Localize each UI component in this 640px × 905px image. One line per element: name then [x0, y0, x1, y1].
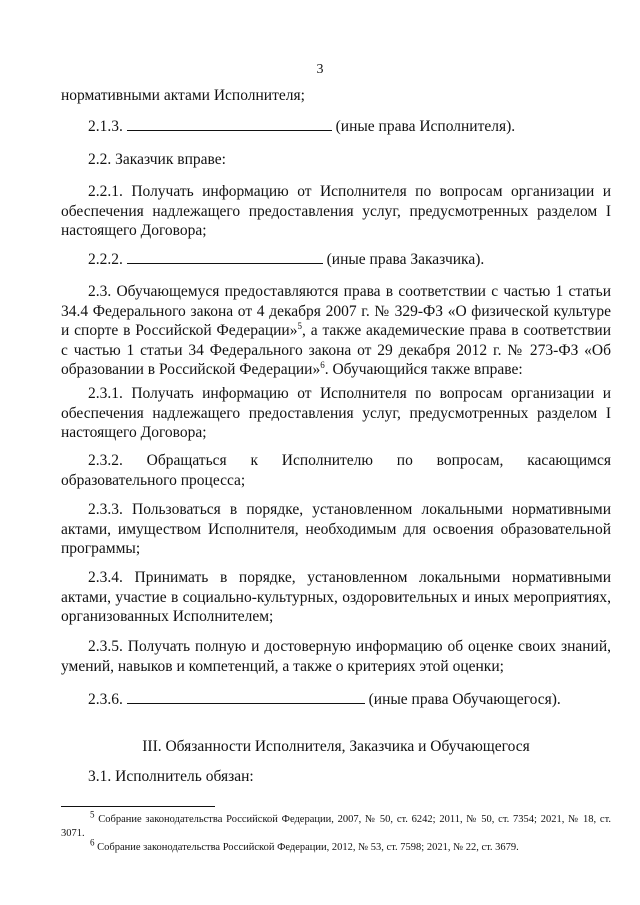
clause-text: . Обучающийся также вправе:	[324, 361, 523, 378]
clause-tail: (иные права Исполнителя).	[335, 118, 516, 135]
blank-fill-line	[127, 690, 365, 704]
footnote-separator	[61, 806, 215, 807]
clause-tail: (иные права Заказчика).	[326, 251, 485, 268]
clause-2-3-3: 2.3.3. Пользоваться в порядке, установленном локальными нормативными актами, имуществом Исполнителя, необходимым для освоения образовательной программы;	[61, 501, 611, 557]
clause-2-3-4: 2.3.4. Принимать в порядке, установленном локальными нормативными актами, участие в социально-культурных, оздоровительных и иных мероприятиях, организованных Исполнителем;	[61, 569, 611, 625]
footnote-ref: 5	[297, 320, 302, 331]
clause-text: , а также академические права в соответствии с частью 1 статьи 34 Федерального закона от 29 декабря 2012 г. № 273-ФЗ «Об образовании в Российской Федерации»	[61, 322, 611, 378]
footnote-ref: 6	[320, 359, 325, 370]
clause-2-3-5: 2.3.5. Получать полную и достоверную информацию об оценке своих знаний, умений, навыков и компетенций, а также о критериях этой оценки;	[61, 638, 611, 675]
footnote-text: Собрание законодательства Российской Федерации, 2007, № 50, ст. 6242; 2011, № 50, ст. 7354; 2021, № 18, ст. 3071.	[61, 814, 611, 839]
clause-2-2: 2.2. Заказчик вправе:	[88, 151, 226, 168]
footnote-6	[61, 837, 611, 855]
clause-number: 2.3.6.	[88, 691, 123, 708]
clause-number: 2.2.2.	[88, 251, 123, 268]
clause-text: 2.3. Обучающемуся предоставляются права в соответствии с частью 1 статьи 34.4 Федерального закона от 4 декабря 2007 г. № 329-ФЗ «О физической культуре и спорте в Российской Федерации»	[61, 283, 611, 339]
clause-2-3	[61, 282, 611, 380]
clause-2-3-6	[61, 690, 611, 710]
clause-number: 2.1.3.	[88, 118, 123, 135]
clause-2-3-1: 2.3.1. Получать информацию от Исполнителя по вопросам организации и обеспечения надлежащего предоставления услуг, предусмотренных разделом I настоящего Договора;	[61, 385, 611, 441]
clause-2-3-2: 2.3.2. Обращаться к Исполнителю по вопросам, касающимся образовательного процесса;	[61, 452, 611, 489]
footnote-number: 6	[90, 837, 95, 848]
blank-fill-line	[127, 117, 332, 131]
clause-3-1: 3.1. Исполнитель обязан:	[88, 768, 254, 785]
paragraph-continuation: нормативными актами Исполнителя;	[61, 87, 305, 104]
footnote-5	[61, 809, 611, 841]
blank-fill-line	[127, 250, 323, 264]
clause-2-2-2	[61, 250, 611, 270]
clause-2-2-1: 2.2.1. Получать информацию от Исполнителя по вопросам организации и обеспечения надлежащего предоставления услуг, предусмотренных разделом I настоящего Договора;	[61, 183, 611, 239]
footnote-number: 5	[90, 809, 95, 820]
clause-2-1-3	[61, 117, 611, 137]
page-number: 3	[316, 62, 324, 77]
section-heading: III. Обязанности Исполнителя, Заказчика и Обучающегося	[142, 738, 530, 755]
footnote-text: Собрание законодательства Российской Федерации, 2012, № 53, ст. 7598; 2021, № 22, ст. 3679.	[97, 842, 519, 853]
clause-tail: (иные права Обучающегося).	[368, 691, 561, 708]
